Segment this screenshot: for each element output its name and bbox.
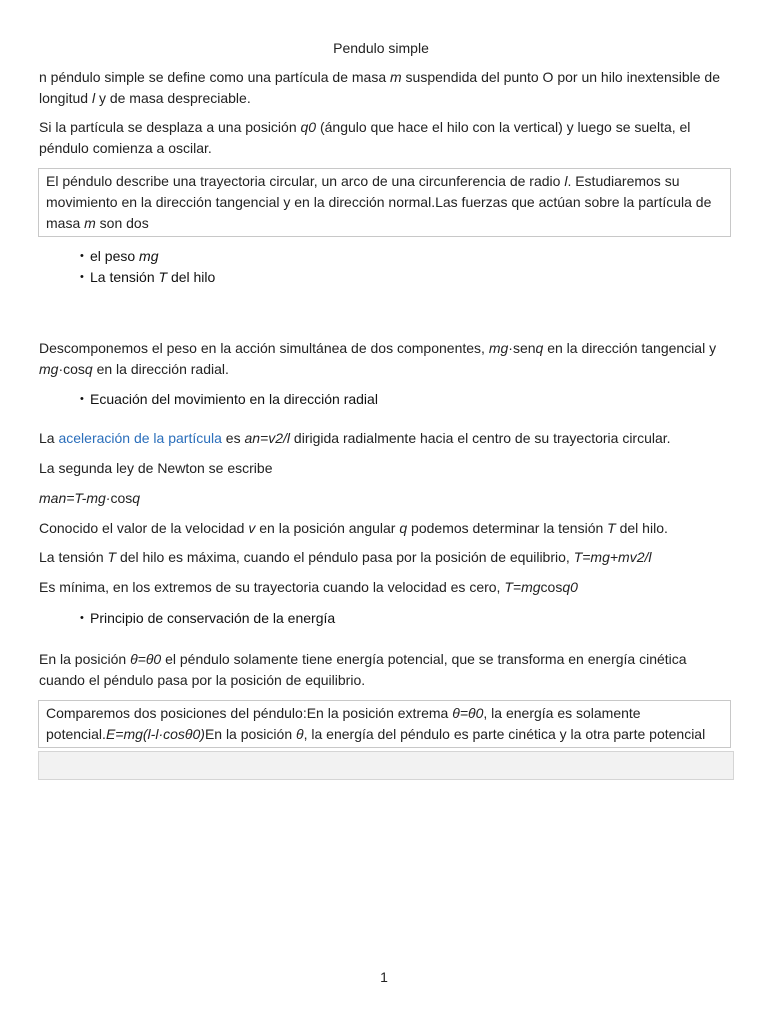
paragraph-displacement: Si la partícula se desplaza a una posición q0 (ángulo que hace el hilo con la vertical) y luego se suelta, el péndulo comienza a oscilar. bbox=[39, 119, 691, 156]
paragraph-energy: En la posición θ=θ0 el péndulo solamente tiene energía potencial, que se transforma en energía cinética cuando el péndulo pasa por la posición de equilibrio. bbox=[39, 651, 687, 688]
paragraph-definition: n péndulo simple se define como una partícula de masa m suspendida del punto O por un hilo inextensible de longitud l y de masa despreciable. bbox=[39, 69, 721, 106]
section-heading-energy: • Principio de conservación de la energía bbox=[39, 608, 335, 629]
list-item-weight: • el peso mg bbox=[39, 246, 215, 267]
callout-box-energy: Comparemos dos posiciones del péndulo:En la posición extrema θ=θ0, la energía es solamente potencial.E=mg(l-l·cosθ0)En la posición θ, la energía del péndulo es parte cinética y la otra parte potencial bbox=[38, 700, 731, 748]
page-number: 1 bbox=[380, 969, 388, 985]
empty-shaded-box bbox=[38, 751, 734, 780]
page-title: Pendulo simple bbox=[333, 40, 429, 56]
paragraph-acceleration: La aceleración de la partícula es an=v2/l dirigida radialmente hacia el centro de su trayectoria circular. bbox=[39, 430, 671, 446]
section-list-radial bbox=[39, 389, 378, 410]
paragraph-tension-min: Es mínima, en los extremos de su trayectoria cuando la velocidad es cero, T=mgcosq0 bbox=[39, 579, 578, 595]
list-item-tension: • La tensión T del hilo bbox=[39, 267, 215, 288]
paragraph-tension-max: La tensión T del hilo es máxima, cuando el péndulo pasa por la posición de equilibrio, T=mg+mv2/l bbox=[39, 549, 652, 565]
forces-list bbox=[39, 246, 215, 288]
section-heading-radial: • Ecuación del movimiento en la dirección radial bbox=[39, 389, 378, 410]
paragraph-velocity: Conocido el valor de la velocidad v en la posición angular q podemos determinar la tensión T del hilo. bbox=[39, 520, 668, 536]
acceleration-link[interactable]: aceleración de la partícula bbox=[58, 430, 222, 446]
section-list-energy bbox=[39, 608, 335, 629]
paragraph-newton: La segunda ley de Newton se escribe bbox=[39, 460, 273, 476]
equation-newton: man=T-mg·cosq bbox=[39, 490, 141, 506]
paragraph-decomposition: Descomponemos el peso en la acción simultánea de dos componentes, mg·senq en la dirección tangencial y mg·cosq en la dirección radial. bbox=[39, 340, 717, 377]
callout-box-trajectory: El péndulo describe una trayectoria circular, un arco de una circunferencia de radio l. Estudiaremos su movimiento en la dirección tangencial y en la dirección normal.Las fuerzas que actúan sobre la partícula de masa m son dos bbox=[38, 168, 731, 237]
